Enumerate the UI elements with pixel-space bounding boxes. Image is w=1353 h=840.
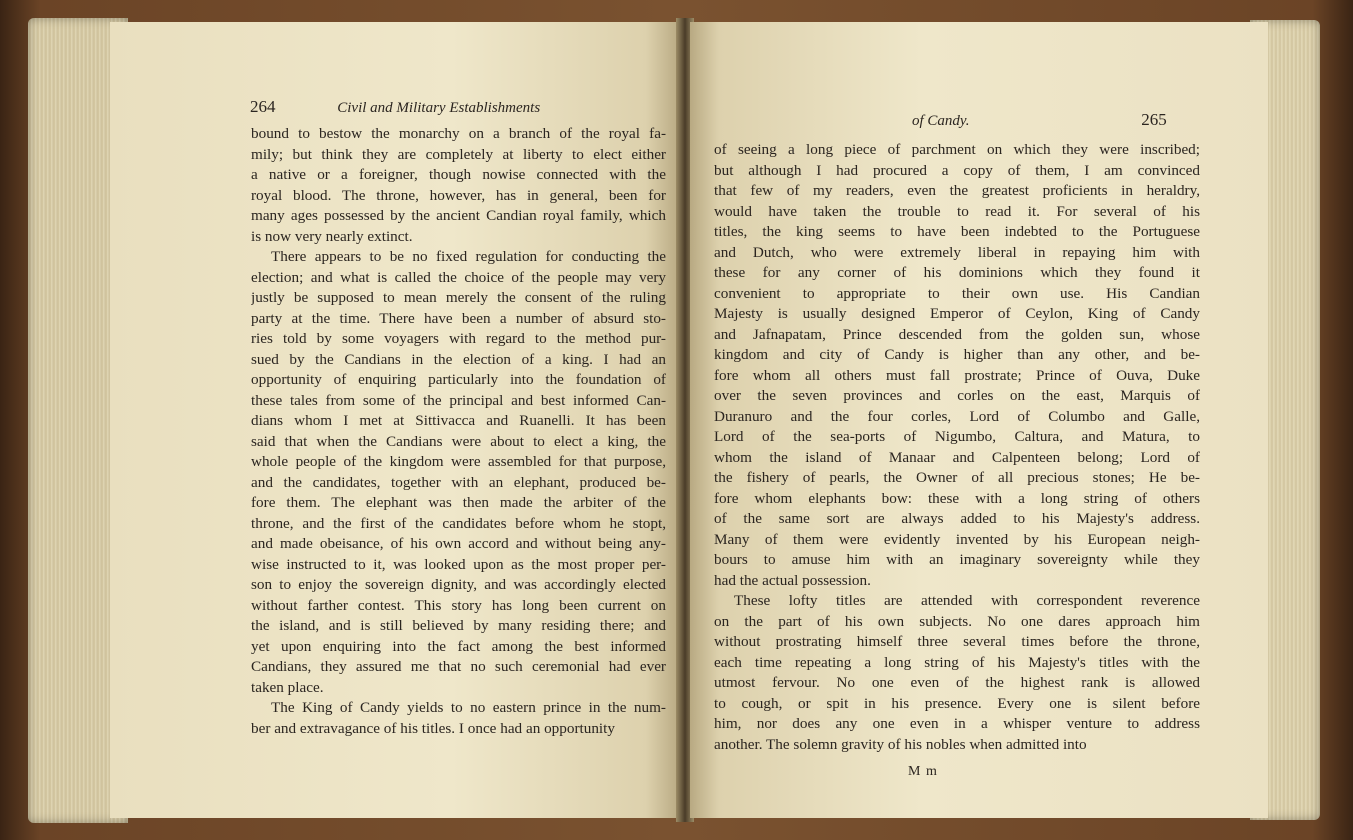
text-line: dians whom I met at Sittivacca and Ruanelli. It has been [251, 412, 666, 429]
text-line: election; and what is called the choice of the people may very [251, 268, 666, 286]
text-line: to cough, or spit in his presence. Every one is silent before [714, 694, 1200, 712]
text-line: bours to amuse him with an imaginary sovereignty while they [714, 551, 1200, 568]
text-line: The King of Candy yields to no eastern prince in the num- [271, 699, 666, 716]
text-line: these for any corner of his dominions which they found it [714, 264, 1200, 281]
text-line: These lofty titles are attended with correspondent reverence [734, 592, 1200, 609]
text-line: opportunity of enquiring particularly into the foundation of [251, 371, 666, 388]
text-line: fore whom all others must fall prostrate; Prince of Ouva, Duke [714, 366, 1200, 384]
text-line: Many of them were evidently invented by his European neigh- [714, 530, 1200, 548]
text-line: over the seven provinces and corles on the east, Marquis of [714, 387, 1200, 404]
text-line: Lord of the sea-ports of Nigumbo, Caltura, and Matura, to [714, 428, 1200, 445]
text-line: bound to bestow the monarchy on a branch of the royal fa- [251, 125, 666, 142]
right-running-title: of Candy. [912, 113, 970, 129]
left-body-text [251, 124, 666, 739]
text-line: There appears to be no fixed regulation for conducting the [271, 248, 666, 265]
text-line: fore whom elephants bow: these with a long string of others [714, 489, 1200, 507]
text-line: these tales from some of the principal and best informed Can- [251, 391, 666, 409]
text-line: wise instructed to it, was looked upon as the most proper per- [251, 555, 666, 573]
right-page-number: 265 [1141, 110, 1167, 129]
text-line: sued by the Candians in the election of a king. I had an [251, 350, 666, 368]
left-page-header [250, 97, 540, 117]
text-line: justly be supposed to mean merely the consent of the ruling [251, 289, 666, 306]
text-line: royal blood. The throne, however, has in general, been for [251, 186, 666, 204]
text-line: and Jafnapatam, Prince descended from the golden sun, whose [714, 325, 1200, 343]
text-line: kingdom and city of Candy is higher than any other, and be- [714, 346, 1200, 363]
text-line: son to enjoy the sovereign dignity, and was accordingly elected [251, 576, 666, 593]
text-line: ries told by some voyagers with regard to the method pur- [251, 330, 666, 347]
text-line: without farther contest. This story has long been current on [251, 596, 666, 614]
right-page [690, 22, 1268, 818]
text-line: said that when the Candians were about to elect a king, the [251, 432, 666, 450]
text-line: without prostrating himself three several times before the throne, [714, 633, 1200, 650]
text-line: taken place. [251, 678, 324, 696]
right-body-text [714, 140, 1200, 755]
text-line: ber and extravagance of his titles. I once had an opportunity [251, 719, 615, 737]
text-line: of the same sort are always added to his Majesty's address. [714, 510, 1200, 527]
text-line: on the part of his own subjects. No one dares approach him [714, 612, 1200, 630]
text-line: utmost fervour. No one even of the highest rank is allowed [714, 674, 1200, 691]
text-line: of seeing a long piece of parchment on which they were inscribed; [714, 141, 1200, 158]
text-line: fore them. The elephant was then made the arbiter of the [251, 494, 666, 511]
text-line: many ages possessed by the ancient Candian royal family, which [251, 207, 666, 224]
text-line: that few of my readers, even the greatest proficients in heraldry, [714, 182, 1200, 199]
signature-mark: M m [908, 764, 938, 779]
text-line: the fishery of pearls, the Owner of all precious stones; He be- [714, 469, 1200, 486]
text-line: another. The solemn gravity of his nobles when admitted into [714, 735, 1087, 753]
text-line: whom the island of Manaar and Calpenteen belong; Lord of [714, 448, 1200, 466]
text-line: Duranuro and the four corles, Lord of Columbo and Galle, [714, 407, 1200, 425]
text-line: and made obeisance, of his own accord and without being any- [251, 535, 666, 552]
text-line: the island, and is still believed by many residing there; and [251, 617, 666, 634]
left-running-title: Civil and Military Establishments [337, 100, 541, 116]
text-line: whole people of the kingdom were assembled for that purpose, [251, 453, 666, 470]
text-line: is now very nearly extinct. [251, 227, 413, 245]
left-page-number: 264 [250, 97, 276, 116]
text-line: each time repeating a long string of his Majesty's titles with the [714, 653, 1200, 671]
text-line: yet upon enquiring into the fact among the best informed [251, 637, 666, 655]
text-line: and Dutch, who were extremely liberal in repaying him with [714, 243, 1200, 261]
text-line: Candians, they assured me that no such ceremonial had ever [251, 658, 666, 675]
text-line: him, nor does any one even in a whisper venture to address [714, 715, 1200, 732]
right-page-header [912, 110, 1167, 130]
text-line: Majesty is usually designed Emperor of Ceylon, King of Candy [714, 305, 1200, 322]
text-line: would have taken the trouble to read it. For several of his [714, 202, 1200, 220]
text-line: and the candidates, together with an elephant, produced be- [251, 473, 666, 491]
text-line: but although I had procured a copy of them, I am convinced [714, 161, 1200, 179]
text-line: a native or a foreigner, though nowise connected with the [251, 166, 666, 183]
text-line: mily; but think they are completely at liberty to elect either [251, 145, 666, 163]
left-page [110, 22, 680, 818]
text-line: party at the time. There have been a number of absurd sto- [251, 309, 666, 327]
text-line: throne, and the first of the candidates before whom he stopt, [251, 514, 666, 532]
text-line: convenient to appropriate to their own use. His Candian [714, 284, 1200, 302]
text-line: titles, the king seems to have been indebted to the Portuguese [714, 223, 1200, 240]
text-line: had the actual possession. [714, 571, 871, 589]
